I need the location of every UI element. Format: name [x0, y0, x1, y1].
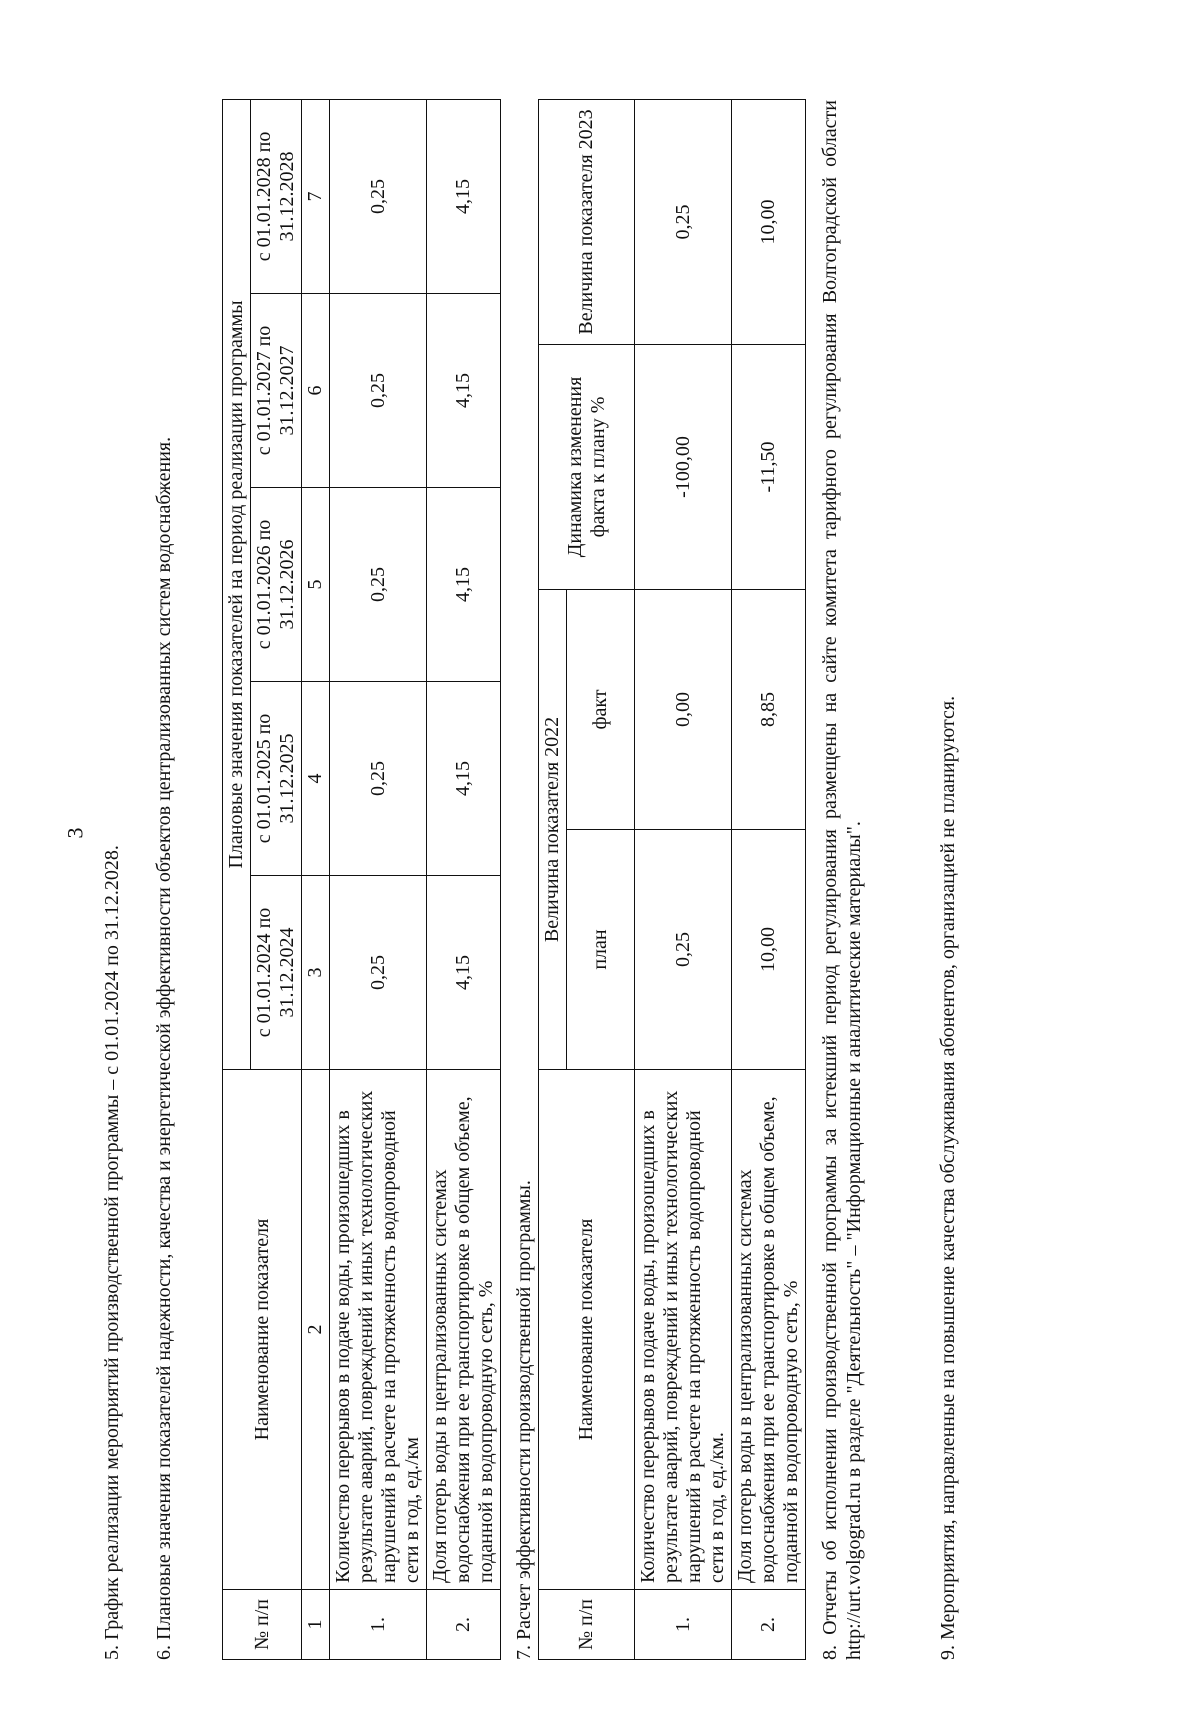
row-name: Количество перерывов в подаче воды, произошедших в результате аварий, повреждений и иных технологических нарушений в расчете на протяженность водопроводной сети в год, ед./км — [330, 1070, 427, 1590]
row-value: 0,25 — [330, 294, 427, 488]
header-num: № п/п — [539, 1590, 635, 1660]
row-number: 1. — [330, 1590, 427, 1660]
row-value: 0,25 — [330, 682, 427, 876]
header-period: с 01.01.2025 по 31.12.2025 — [251, 682, 302, 876]
row-value: 4,15 — [427, 876, 501, 1070]
row-2023: 0,25 — [635, 99, 732, 344]
header-dynamics: Динамика изменения факта к плану % — [539, 344, 635, 589]
header-planned-group: Плановые значения показателей на период реализации программы — [223, 99, 251, 1069]
page-number: 3 — [62, 827, 88, 839]
section-6-paragraph: 6. Плановые значения показателей надежности, качества и энергетической эффективности объектов централизованных систем водоснабжения. — [153, 436, 175, 1660]
column-number: 2 — [302, 1070, 330, 1590]
row-name: Количество перерывов в подаче воды, произошедших в результате аварий, повреждений и иных технологических нарушений в расчете на протяженность водопроводной сети в год, ед./км. — [635, 1070, 732, 1590]
row-fact: 0,00 — [635, 589, 732, 829]
row-value: 4,15 — [427, 488, 501, 682]
row-2023: 10,00 — [732, 99, 806, 344]
row-value: 4,15 — [427, 294, 501, 488]
row-value: 0,25 — [330, 488, 427, 682]
header-num: № п/п — [223, 1590, 302, 1660]
table-row — [427, 99, 501, 1659]
row-value: 4,15 — [427, 682, 501, 876]
header-name: Наименование показателя — [223, 1070, 302, 1590]
row-plan: 0,25 — [635, 830, 732, 1070]
section-8-paragraph: 8. Отчеты об исполнении производственной программы за истекший период регулирования размещены на сайте комитета тарифного регулирования Волгоградской области http://urt.volgograd.ru в разделе "Деятельность" – "Информационные и аналитические материалы". — [819, 100, 865, 1660]
row-value: 4,15 — [427, 99, 501, 293]
row-number: 2. — [427, 1590, 501, 1660]
efficiency-table — [538, 99, 806, 1660]
column-number: 5 — [302, 488, 330, 682]
row-value: 0,25 — [330, 876, 427, 1070]
row-fact: 8,85 — [732, 589, 806, 829]
row-dynamics: -100,00 — [635, 344, 732, 589]
column-number: 3 — [302, 876, 330, 1070]
section-5-paragraph: 5. График реализации мероприятий производственной программы – с 01.01.2024 по 31.12.2028. — [101, 845, 123, 1660]
row-number: 2. — [732, 1590, 806, 1660]
header-2022: Величина показателя 2022 — [539, 589, 567, 1069]
table-row — [330, 99, 427, 1659]
section-7-title: 7. Расчет эффективности производственной программы. — [513, 1180, 535, 1660]
header-period: с 01.01.2028 по 31.12.2028 — [251, 99, 302, 293]
row-number: 1. — [635, 1590, 732, 1660]
row-name: Доля потерь воды в централизованных системах водоснабжения при ее транспортировке в общем объеме, поданной в водопроводную сеть, % — [732, 1070, 806, 1590]
planned-values-table — [222, 99, 501, 1660]
column-number: 7 — [302, 99, 330, 293]
section-9-paragraph: 9. Мероприятия, направленные на повышение качества обслуживания абонентов, организацией не планируются. — [937, 695, 959, 1660]
header-period: с 01.01.2026 по 31.12.2026 — [251, 488, 302, 682]
row-value: 0,25 — [330, 99, 427, 293]
header-name: Наименование показателя — [539, 1070, 635, 1590]
table-row — [635, 99, 732, 1659]
rotated-page-content — [100, 100, 1120, 1660]
column-number: 6 — [302, 294, 330, 488]
header-period: с 01.01.2027 по 31.12.2027 — [251, 294, 302, 488]
column-number: 1 — [302, 1590, 330, 1660]
header-2023: Величина показателя 2023 — [539, 99, 635, 344]
header-period: с 01.01.2024 по 31.12.2024 — [251, 876, 302, 1070]
header-fact: факт — [567, 589, 635, 829]
row-dynamics: -11,50 — [732, 344, 806, 589]
column-number: 4 — [302, 682, 330, 876]
header-plan: план — [567, 830, 635, 1070]
row-name: Доля потерь воды в централизованных системах водоснабжения при ее транспортировке в общем объеме, поданной в водопроводную сеть, % — [427, 1070, 501, 1590]
table-row — [732, 99, 806, 1659]
row-plan: 10,00 — [732, 830, 806, 1070]
